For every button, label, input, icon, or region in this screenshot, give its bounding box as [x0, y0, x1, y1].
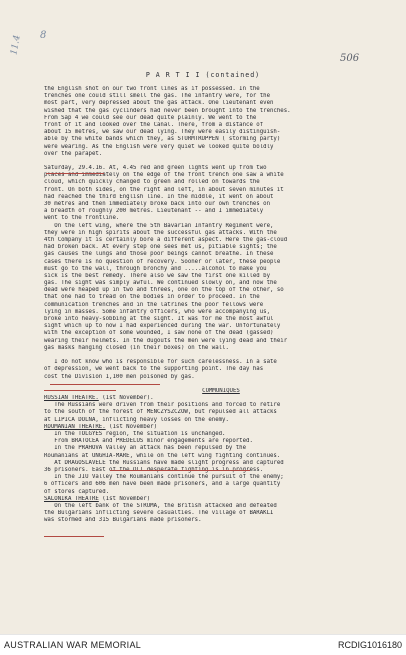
- handwritten-page-ref: 506: [340, 53, 360, 64]
- text-line: must go to the wall, through bronchy and .....alcohol to make you: [44, 265, 267, 272]
- text-line: a breadth of roughly 200 metres. Lieutenant -- and I immediately: [44, 208, 264, 215]
- theatre-date: (1st November): [105, 423, 158, 430]
- handwritten-margin-note: 11.4: [9, 34, 23, 56]
- text-line: about 15 metres, we saw our dead lying. They were easily distinguish-: [44, 129, 281, 136]
- text-line: most part, very depressed about the gas attack. One lieutenant even: [44, 100, 274, 107]
- text-line: were wearing. As the English were very quiet we looked quite boldly: [44, 143, 274, 150]
- theatre-heading: [44, 395, 398, 402]
- text-line: 30 metres and then immediately broke back into our own trenches on: [44, 201, 270, 207]
- text-line: cloud, which quickly changed to green and rolled on towards the: [44, 179, 260, 186]
- red-pencil-mark: [50, 384, 160, 385]
- text-line: On the left wing, where the 5th Bavarian Infantry Regiment were,: [44, 222, 274, 229]
- text-line: of depression, we went back to the supporting point. The day has: [44, 366, 264, 373]
- text-line: [44, 158, 398, 165]
- communique-line: 36 prisoners. East of the OLT desperate fighting is in progress.: [44, 466, 264, 473]
- text-line: sick is the best remedy. There also we saw the first one killed by: [44, 272, 270, 279]
- communique-line: At DRAGOSLAVELE the Russians have made slight progress and captured: [44, 459, 284, 466]
- text-line: they were in high spirits about the successful gas attacks. With the: [44, 229, 277, 236]
- text-line: wearing their helmets. In the dugouts the men were lying dead and their: [44, 337, 288, 344]
- footer-reference: RCDIG1016180: [337, 640, 402, 650]
- text-line: gas masks hanging closed (in their boxes) on the wall.: [44, 344, 229, 351]
- text-line: From Sap 4 we could see our dead quite plainly. We went to the: [44, 114, 257, 121]
- theatre-name: SALONIKA THEATRE: [44, 495, 99, 502]
- text-line: the English shot on our two front lines as if possessed. In the: [44, 86, 260, 92]
- text-line: had broken back. At every step one sees met us, pitiable sights; the: [44, 244, 277, 251]
- text-line: Saturday, 29.4.16. At, 4.45 red and green lights went up from two: [44, 165, 267, 172]
- communique-line: In the JIU Valley the Roumanians continue the pursuit of the enemy;: [44, 474, 284, 481]
- text-line: dead were heaped up in two and threes, one on the top of the other, so: [44, 287, 284, 294]
- communique-line: The Russians were driven from their positions and forced to retire: [44, 402, 281, 409]
- archive-footer: [0, 634, 406, 655]
- text-line: front of it and looked over the Canal. There, from a distance of: [44, 121, 264, 128]
- text-line: sight which up to now I had experienced during the war. Unfortunately: [44, 323, 281, 330]
- text-line: able by the white bands which they, as STURMTRUPPEN ( storming party): [44, 136, 281, 143]
- communique-line: On the left bank of the STRUMA, the British attacked and defeated: [44, 502, 277, 509]
- text-line: front. On both sides, on the right and left, in about seven minutes it: [44, 186, 284, 193]
- handwritten-top-number: 8: [40, 30, 47, 41]
- theatre-heading: [44, 424, 398, 431]
- text-line: 4th Company it is certainly bore a different aspect. Here the gas-cloud: [44, 236, 288, 243]
- theatre-name: RUSSIAN THEATRE.: [44, 395, 99, 402]
- communique-line: of stores captured.: [44, 488, 110, 495]
- communique-line: at LIPICA DOLNA, inflicting heavy losses on the enemy.: [44, 416, 229, 423]
- red-pencil-mark: [46, 173, 104, 174]
- text-line: that one had to tread on the bodies in order to proceed. In the: [44, 294, 260, 301]
- communique-line: From BRATOCEA and PREDELUS minor engagements are reported.: [44, 438, 253, 445]
- communiques-heading: COMMUNIQUES: [202, 387, 240, 394]
- text-line: communication trenches and in the latrines the poor fellows were: [44, 301, 264, 308]
- red-pencil-mark: [44, 536, 104, 537]
- communique-line: In the TOLGYES region, the situation is unchanged.: [44, 431, 226, 437]
- red-pencil-mark: [44, 390, 116, 391]
- text-line: over the parapet.: [44, 150, 103, 157]
- text-line: gas. The sight was simply awful. We continued slowly on, and now the: [44, 280, 277, 287]
- communique-line: was stormed and 315 Bulgarians made prisoners.: [44, 517, 202, 524]
- text-line: lying in masses. Some infantry officers, who were accompanying us,: [44, 308, 270, 315]
- text-line: broke into heavy-sobbing at the sight. It was for me the most awful: [44, 316, 274, 322]
- text-line: trenches one could still smell the gas. The infantry were, for the: [44, 93, 270, 100]
- text-line: went to the frontline.: [44, 215, 120, 222]
- part-title: P A R T I I (contained): [145, 71, 261, 79]
- communique-line: the Bulgarians inflicting severe casualties. The village of BARAKLI: [44, 510, 274, 517]
- theatre-name: ROUMANIAN THEATRE.: [44, 423, 106, 430]
- theatre-date: (1st November): [98, 495, 151, 502]
- text-line: I do not know who is responsible for such carelessness. In a sate: [44, 359, 277, 366]
- text-line: wished that the gas cyclinders had never been brought into the trenches.: [44, 107, 291, 114]
- communique-line: to the south of the forest of MENCZYSZCZOW, but repulsed all attacks: [44, 409, 277, 416]
- communique-line: 6 officers and 606 men have been made prisoners, and a large quantity: [44, 481, 281, 488]
- text-line: [44, 352, 398, 359]
- text-line: had reached the third English line. In the middle, it went on about: [44, 193, 274, 200]
- text-line: cost the Division 1,100 men poisoned by gas.: [44, 373, 195, 380]
- text-line: with the exception of some wounded, I saw none of the dead (gassed): [44, 330, 274, 337]
- text-line: gas causes the lungs and those poor beings cannot breathe. In these: [44, 251, 274, 258]
- body-text: [44, 86, 398, 524]
- footer-institution: AUSTRALIAN WAR MEMORIAL: [4, 640, 142, 650]
- theatre-heading: [44, 496, 398, 503]
- communique-line: In the PRAHOVA Valley an attack has been repulsed by the: [44, 445, 247, 452]
- theatre-date: (1st November).: [98, 395, 154, 402]
- text-line: cases there is no question of recovery. Sooner or later, these people: [44, 258, 281, 265]
- red-pencil-mark: [110, 470, 250, 471]
- communique-line: Roumanians at UNGHIA-MARE, while on the left wing fighting continues.: [44, 452, 281, 459]
- text-line: places and immediately on the edge of the front trench one saw a white: [44, 172, 284, 179]
